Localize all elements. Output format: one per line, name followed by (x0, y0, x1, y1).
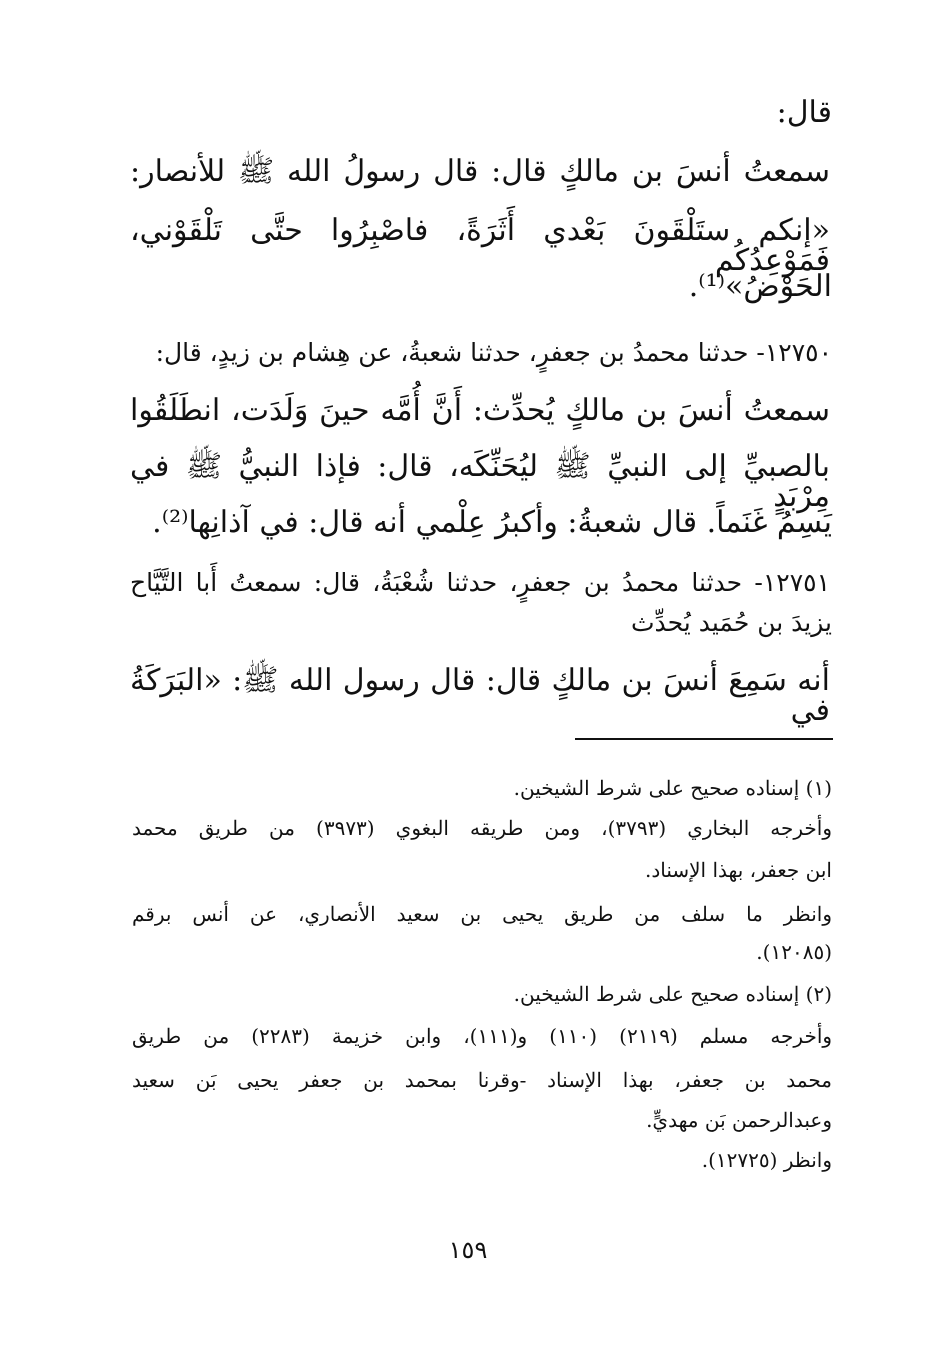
isnad-line: يزيدَ بن حُمَيد يُحدِّث (631, 608, 832, 637)
hadith-text-line: بالصبيِّ إلى النبيِّ ﷺ ليُحَنِّكَه، قال: فإذا النبيُّ ﷺ في مِرْبَدٍ (130, 449, 830, 514)
hadith-text-line: الحَوْضُ»⁽¹⁾. (688, 269, 832, 304)
footnote-line: ابن جعفر، بهذا الإسناد. (645, 858, 832, 882)
isnad-line: ١٢٧٥٠- حدثنا محمدُ بن جعفرٍ، حدثنا شعبةُ، عن هِشام بن زيدٍ، قال: (155, 338, 832, 367)
page-number: ١٥٩ (448, 1236, 488, 1264)
footnote-line: وانظر ما سلف من طريق يحيى بن سعيد الأنصاري، عن أنس برقم (132, 902, 832, 926)
hadith-text-line: سمعتُ أنسَ بن مالكٍ يُحدِّث: أَنَّ أُمَّه حينَ وَلَدَت، انطَلَقُوا (130, 393, 830, 428)
footnote-2-heading: (٢) إسناده صحيح على شرط الشيخين. (513, 982, 832, 1006)
footnote-line: وأخرجه مسلم (٢١١٩) (١١٠) و(١١١)، وابن خزيمة (٢٢٨٣) من طريق (132, 1024, 833, 1048)
footnote-1-heading: (١) إسناده صحيح على شرط الشيخين. (513, 776, 832, 800)
footnote-line: محمد بن جعفر، بهذا الإسناد -وقرنا بمحمد بن جعفر يحيى بَن سعيد (132, 1068, 832, 1092)
hadith-text-line: «إنكم ستَلْقَونَ بَعْدي أَثَرَةً، فاصْبِرُوا حتَّى تَلْقَوْني، فَمَوْعِدُكُم (130, 213, 830, 278)
isnad-line: ١٢٧٥١- حدثنا محمدُ بن جعفرٍ، حدثنا شُعْبَةُ، قال: سمعتُ أَبا التَّيَّاح (130, 568, 830, 597)
hadith-text-line: يَسِمُ غَنَماً. قال شعبةُ: وأكبرُ عِلْمي أنه قال: في آذانِها⁽²⁾. (152, 505, 832, 540)
footnote-line: (١٢٠٨٥). (756, 940, 832, 964)
hadith-text-line: أنه سَمِعَ أنسَ بن مالكٍ قال: قال رسول الله ﷺ: «البَرَكَةُ في (130, 663, 830, 728)
hadith-text-line: سمعتُ أنسَ بن مالكٍ قال: قال رسولُ الله ﷺ للأنصار: (130, 154, 830, 189)
footnote-line: وعبدالرحمن بَن مهديٍّ. (646, 1108, 832, 1132)
footnote-line: وانظر (١٢٧٢٥). (701, 1148, 832, 1172)
qala-line: قال: (776, 95, 832, 130)
footnote-line: وأخرجه البخاري (٣٧٩٣)، ومن طريقه البغوي (٣٩٧٣) من طريق محمد (132, 816, 833, 840)
footnote-separator (575, 738, 833, 740)
